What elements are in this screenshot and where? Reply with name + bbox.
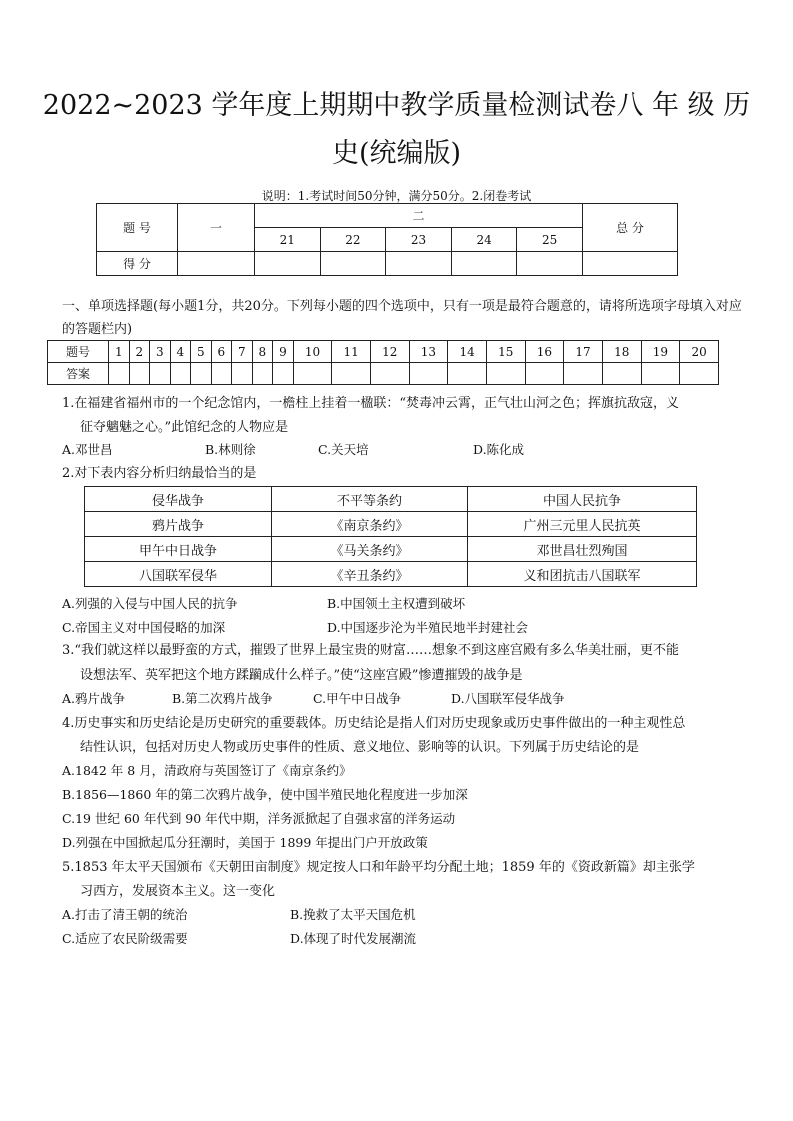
answer-number-cell: 2 xyxy=(129,341,150,363)
q2-table-cell: 鸦片战争 xyxy=(85,512,272,537)
answer-input-cell[interactable] xyxy=(150,363,171,385)
question-1-stem-line2: 征夺魑魅之心。”此馆纪念的人物应是 xyxy=(80,420,289,435)
q2-table-cell: 中国人民抗争 xyxy=(468,487,697,512)
score-cell[interactable] xyxy=(386,252,452,276)
answer-input-cell[interactable] xyxy=(232,363,253,385)
question-4-option-b[interactable]: B.1856—1860 年的第二次鸦片战争，使中国半殖民地化程度进一步加深 xyxy=(62,787,468,802)
q2-table-cell: 不平等条约 xyxy=(272,487,468,512)
question-5-option-c[interactable]: C.适应了农民阶级需要 xyxy=(62,931,188,946)
q2-table-cell: 《辛丑条约》 xyxy=(272,562,468,587)
question-3-option-d[interactable]: D.八国联军侵华战争 xyxy=(451,691,565,706)
answer-input-cell[interactable] xyxy=(293,363,332,385)
answer-input-cell[interactable] xyxy=(170,363,191,385)
answer-input-cell[interactable] xyxy=(370,363,409,385)
question-4-stem-line2: 结性认识，包括对历史人物或历史事件的性质、意义地位、影响等的认识。下列属于历史结论的是 xyxy=(80,740,640,755)
score-col-one: 一 xyxy=(178,204,255,252)
answer-input-cell[interactable] xyxy=(525,363,564,385)
question-4-stem-line1: 4.历史事实和历史结论是历史研究的重要载体。历史结论是指人们对历史现象或历史事件做出的一种主观性总 xyxy=(62,716,686,731)
answer-number-cell: 16 xyxy=(525,341,564,363)
score-cell[interactable] xyxy=(583,252,678,276)
score-col-two: 二 xyxy=(255,204,583,228)
q2-table-cell: 广州三元里人民抗英 xyxy=(468,512,697,537)
page-title: 2022~2023 学年度上期期中教学质量检测试卷八 年 级 历史(统编版) xyxy=(42,90,751,169)
answer-number-cell: 17 xyxy=(564,341,603,363)
question-5-option-a[interactable]: A.打击了清王朝的统治 xyxy=(62,907,188,922)
answer-input-cell[interactable] xyxy=(273,363,294,385)
answer-number-cell: 4 xyxy=(170,341,191,363)
section-heading: 一、单项选择题(每小题1分，共20分。下列每小题的四个选项中，只有一项是最符合题意的，请将所选项字母填入对应的答题栏内) xyxy=(62,299,742,337)
question-2-option-d[interactable]: D.中国逐步沦为半殖民地半封建社会 xyxy=(327,620,529,635)
score-cell[interactable] xyxy=(320,252,386,276)
answer-table xyxy=(47,340,719,385)
question-2-stem: 2.对下表内容分析归纳最恰当的是 xyxy=(62,466,257,481)
question-3-stem-line1: 3.“我们就这样以最野蛮的方式，摧毁了世界上最宝贵的财富……想象不到这座宫殿有多么华美壮丽，更不能 xyxy=(62,643,680,658)
score-cell[interactable] xyxy=(178,252,255,276)
question-2-option-b[interactable]: B.中国领土主权遭到破坏 xyxy=(327,596,466,611)
score-label-score: 得 分 xyxy=(97,252,178,276)
question-3-option-a[interactable]: A.鸦片战争 xyxy=(62,691,126,706)
q2-table-cell: 义和团抗击八国联军 xyxy=(468,562,697,587)
answer-input-cell[interactable] xyxy=(129,363,150,385)
question-4-option-c[interactable]: C.19 世纪 60 年代到 90 年代中期，洋务派掀起了自强求富的洋务运动 xyxy=(62,811,456,826)
question-5-option-d[interactable]: D.体现了时代发展潮流 xyxy=(290,931,417,946)
answer-number-cell: 13 xyxy=(409,341,448,363)
question-1-option-a[interactable]: A.邓世昌 xyxy=(62,442,113,457)
answer-input-cell[interactable] xyxy=(409,363,448,385)
q2-table-cell: 邓世昌壮烈殉国 xyxy=(468,537,697,562)
answer-number-cell: 12 xyxy=(370,341,409,363)
question-2-table xyxy=(84,486,697,587)
answer-number-cell: 6 xyxy=(211,341,232,363)
score-cell[interactable] xyxy=(255,252,321,276)
q2-table-cell: 甲午中日战争 xyxy=(85,537,272,562)
answer-input-cell[interactable] xyxy=(602,363,641,385)
answer-input-cell[interactable] xyxy=(211,363,232,385)
answer-row-label: 答案 xyxy=(48,363,109,385)
score-table xyxy=(96,203,678,276)
score-sub-col: 22 xyxy=(320,228,386,252)
answer-number-cell: 15 xyxy=(486,341,525,363)
answer-row-label: 题号 xyxy=(48,341,109,363)
answer-input-cell[interactable] xyxy=(486,363,525,385)
answer-input-cell[interactable] xyxy=(191,363,212,385)
question-3-option-b[interactable]: B.第二次鸦片战争 xyxy=(172,691,273,706)
score-total: 总 分 xyxy=(583,204,678,252)
question-4-option-d[interactable]: D.列强在中国掀起瓜分狂潮时，美国于 1899 年提出门户开放政策 xyxy=(62,835,428,850)
answer-number-cell: 8 xyxy=(252,341,273,363)
q2-table-cell: 侵华战争 xyxy=(85,487,272,512)
question-2-option-a[interactable]: A.列强的入侵与中国人民的抗争 xyxy=(62,596,238,611)
answer-input-cell[interactable] xyxy=(641,363,680,385)
question-2-option-c[interactable]: C.帝国主义对中国侵略的加深 xyxy=(62,620,226,635)
question-4-option-a[interactable]: A.1842 年 8 月，清政府与英国签订了《南京条约》 xyxy=(62,763,352,778)
question-1-option-b[interactable]: B.林则徐 xyxy=(205,442,256,457)
answer-number-cell: 18 xyxy=(602,341,641,363)
question-1-option-d[interactable]: D.陈化成 xyxy=(473,442,525,457)
answer-input-cell[interactable] xyxy=(680,363,719,385)
answer-number-cell: 3 xyxy=(150,341,171,363)
answer-input-cell[interactable] xyxy=(252,363,273,385)
q2-table-cell: 《马关条约》 xyxy=(272,537,468,562)
answer-input-cell[interactable] xyxy=(564,363,603,385)
question-3-option-c[interactable]: C.甲午中日战争 xyxy=(313,691,402,706)
answer-number-cell: 19 xyxy=(641,341,680,363)
question-5-stem-line2: 习西方，发展资本主义。这一变化 xyxy=(80,884,276,899)
score-sub-col: 21 xyxy=(255,228,321,252)
answer-input-cell[interactable] xyxy=(332,363,371,385)
score-cell[interactable] xyxy=(451,252,517,276)
score-label-num: 题 号 xyxy=(97,204,178,252)
score-sub-col: 23 xyxy=(386,228,452,252)
answer-number-cell: 11 xyxy=(332,341,371,363)
question-1-stem-line1: 1.在福建省福州市的一个纪念馆内，一檐柱上挂着一楹联：“焚毒冲云霄，正气壮山河之色；挥旗抗敌寇，义 xyxy=(62,396,680,411)
answer-number-cell: 1 xyxy=(109,341,130,363)
answer-number-cell: 5 xyxy=(191,341,212,363)
answer-number-cell: 20 xyxy=(680,341,719,363)
q2-table-cell: 《南京条约》 xyxy=(272,512,468,537)
answer-input-cell[interactable] xyxy=(109,363,130,385)
answer-number-cell: 7 xyxy=(232,341,253,363)
answer-number-cell: 10 xyxy=(293,341,332,363)
answer-input-cell[interactable] xyxy=(448,363,487,385)
answer-number-cell: 9 xyxy=(273,341,294,363)
question-3-stem-line2: 设想法军、英军把这个地方蹂躏成什么样子。”使“这座宫殿”惨遭摧毁的战争是 xyxy=(80,668,523,683)
answer-number-cell: 14 xyxy=(448,341,487,363)
question-5-stem-line1: 5.1853 年太平天国颁布《天朝田亩制度》规定按人口和年龄平均分配土地；1859 年的《资政新篇》却主张学 xyxy=(62,860,695,875)
question-5-option-b[interactable]: B.挽救了太平天国危机 xyxy=(290,907,416,922)
exam-note: 说明：1.考试时间50分钟，满分50分。2.闭卷考试 xyxy=(261,189,532,203)
score-sub-col: 24 xyxy=(451,228,517,252)
score-cell[interactable] xyxy=(517,252,583,276)
question-1-option-c[interactable]: C.关天培 xyxy=(318,442,369,457)
score-sub-col: 25 xyxy=(517,228,583,252)
q2-table-cell: 八国联军侵华 xyxy=(85,562,272,587)
